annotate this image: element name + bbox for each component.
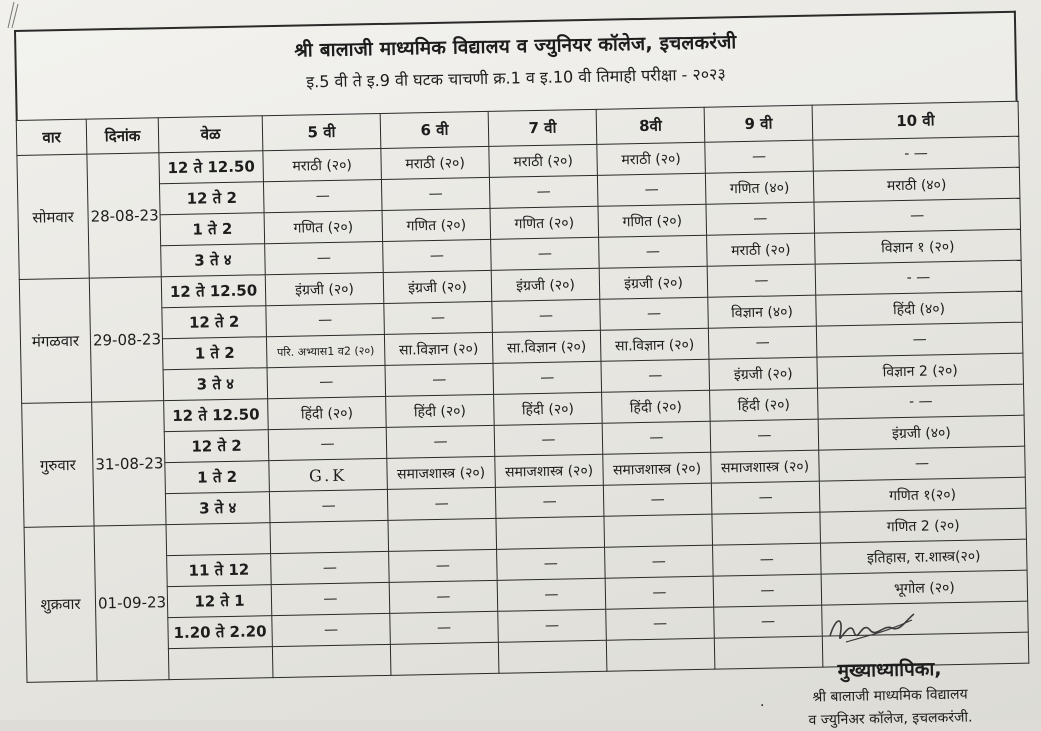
subject-cell: इंग्रजी (२०) <box>383 270 492 303</box>
subject-cell: मराठी (२०) <box>489 144 598 177</box>
subject-cell: — <box>603 483 712 516</box>
subject-cell: इंग्रजी (२०) <box>265 272 384 305</box>
subject-cell: विज्ञान 2 (२०) <box>817 353 1024 388</box>
subject-cell <box>496 516 605 549</box>
time-cell: 1.20 ते 2.20 <box>168 616 273 649</box>
subject-cell <box>712 512 821 545</box>
subject-cell <box>498 640 607 673</box>
time-cell <box>166 523 271 556</box>
time-cell: 12 ते 2 <box>162 306 267 339</box>
subject-cell: — <box>601 359 710 392</box>
timetable-sheet <box>14 11 1028 683</box>
subject-cell: इंग्रजी (४०) <box>818 415 1025 450</box>
subject-cell: हिंदी (२०) <box>602 390 711 423</box>
subject-cell: — <box>268 427 387 460</box>
subject-cell: — <box>269 489 388 522</box>
signature-title: मुख्याध्यापिका, <box>837 658 942 682</box>
subject-cell: हिंदी (२०) <box>494 392 603 425</box>
signature-scribble <box>826 606 916 652</box>
subject-cell: — <box>705 140 814 173</box>
day-cell: शुक्रवार <box>24 526 97 682</box>
subject-cell: — <box>708 326 817 359</box>
college-name-line: व ज्युनिअर कॉलेज, इचलकरंजी. <box>808 709 973 729</box>
column-header: वार <box>16 119 87 155</box>
subject-cell: — <box>263 179 382 212</box>
subject-cell: गणित (२०) <box>264 210 383 243</box>
subject-cell: — <box>493 361 602 394</box>
subject-cell: इंग्रजी (२०) <box>491 268 600 301</box>
subject-cell: — <box>606 607 715 640</box>
subject-cell <box>390 642 499 675</box>
page-title: श्री बालाजी माध्यमिक विद्यालय व ज्युनियर कॉलेज, इचलकरंजी <box>294 31 737 62</box>
time-cell: 12 ते 2 <box>164 430 269 463</box>
column-header: 8वी <box>596 107 705 144</box>
subject-cell <box>604 514 713 547</box>
subject-cell: गणित (२०) <box>490 206 599 239</box>
subject-cell: समाजशास्त्र (२०) <box>387 456 496 489</box>
subject-cell: — <box>816 322 1023 357</box>
exam-timetable <box>16 101 1030 683</box>
subject-cell: — <box>385 363 494 396</box>
column-header: 6 वी <box>380 111 489 148</box>
subject-cell: — <box>492 299 601 332</box>
subject-cell: समाजशास्त्र (२०) <box>603 452 712 485</box>
time-cell: 12 ते 12.50 <box>159 151 264 184</box>
subject-cell: — <box>383 239 492 272</box>
time-cell: 3 ते ४ <box>161 244 266 277</box>
subject-cell: विज्ञान १ (२०) <box>815 229 1022 264</box>
time-cell: 1 ते 2 <box>162 337 267 370</box>
subject-cell: — <box>497 578 606 611</box>
subject-cell: — <box>597 173 706 206</box>
subject-cell: — <box>389 580 498 613</box>
time-cell: 3 ते ४ <box>163 368 268 401</box>
stray-dot: . <box>760 694 765 710</box>
subject-cell: सा.विज्ञान (२०) <box>600 328 709 361</box>
subject-cell: मराठी (२०) <box>263 148 382 181</box>
column-header: 5 वी <box>262 113 381 150</box>
subject-cell: — <box>387 487 496 520</box>
subject-cell: — <box>600 297 709 330</box>
subject-cell: — <box>497 547 606 580</box>
subject-cell: — <box>390 611 499 644</box>
signature-block <box>759 654 1020 731</box>
column-header: दिनांक <box>86 118 159 154</box>
subject-cell: — <box>272 613 391 646</box>
subject-cell: — <box>713 543 822 576</box>
subject-cell: इंग्रजी (२०) <box>709 357 818 390</box>
time-cell <box>168 647 273 680</box>
subject-cell: - — <box>815 260 1022 295</box>
subject-cell: परि. अभ्यास1 व2 (२०) <box>266 334 385 367</box>
corner-pen-marks <box>6 0 20 30</box>
subject-cell <box>270 520 389 553</box>
time-cell: 12 ते 12.50 <box>161 275 266 308</box>
time-cell: 1 ते 2 <box>160 213 265 246</box>
subject-cell: समाजशास्त्र (२०) <box>711 450 820 483</box>
subject-cell: — <box>384 301 493 334</box>
subject-cell: — <box>381 177 490 210</box>
subject-cell: हिंदी (२०) <box>710 388 819 421</box>
subject-cell: गणित १(२०) <box>819 477 1026 512</box>
subject-cell: — <box>814 198 1021 233</box>
subject-cell: इतिहास, रा.शास्त्र(२०) <box>820 539 1027 574</box>
subject-cell: — <box>605 545 714 578</box>
time-cell: 11 ते 12 <box>167 554 272 587</box>
subject-cell: गणित 2 (२०) <box>820 508 1027 543</box>
subject-cell: इंग्रजी (२०) <box>599 266 708 299</box>
subject-cell: - — <box>813 136 1020 171</box>
subject-cell <box>272 644 391 677</box>
column-header: वेळ <box>158 116 263 153</box>
page-subtitle: इ.5 वी ते इ.9 वी घटक चाचणी क्र.1 व इ.10 वी तिमाही परीक्षा - २०२३ <box>306 64 726 92</box>
day-cell: सोमवार <box>17 154 89 279</box>
subject-cell: G.K <box>269 458 388 491</box>
subject-cell: — <box>599 235 708 268</box>
subject-cell: विज्ञान (४०) <box>708 295 817 328</box>
day-cell: मंगळवार <box>19 278 91 403</box>
subject-cell: — <box>386 425 495 458</box>
subject-cell: — <box>271 551 390 584</box>
subject-cell: गणित (४०) <box>705 171 814 204</box>
subject-cell: हिंदी (४०) <box>816 291 1023 326</box>
time-cell: 1 ते 2 <box>165 461 270 494</box>
subject-cell: — <box>495 485 604 518</box>
date-cell: 28-08-23 <box>87 153 161 278</box>
subject-cell: भूगोल (२०) <box>821 570 1028 605</box>
time-cell: 12 ते 1 <box>167 585 272 618</box>
date-cell: 29-08-23 <box>89 277 163 402</box>
subject-cell: मराठी (२०) <box>707 233 816 266</box>
subject-cell: — <box>271 582 390 615</box>
subject-cell: हिंदी (२०) <box>386 394 495 427</box>
subject-cell <box>388 518 497 551</box>
subject-cell: — <box>707 264 816 297</box>
time-cell: 3 ते ४ <box>165 492 270 525</box>
subject-cell: मराठी (४०) <box>813 167 1020 202</box>
subject-cell: — <box>389 549 498 582</box>
subject-cell: — <box>267 365 386 398</box>
subject-cell: — <box>714 605 823 638</box>
subject-cell: — <box>819 446 1026 481</box>
school-name-line: श्री बालाजी माध्यमिक विद्यालय <box>812 686 968 706</box>
subject-cell: — <box>265 241 384 274</box>
subject-cell: — <box>489 175 598 208</box>
column-header: 7 वी <box>488 109 597 146</box>
time-cell: 12 ते 12.50 <box>164 399 269 432</box>
subject-cell: — <box>602 421 711 454</box>
subject-cell: सा.विज्ञान (२०) <box>384 332 493 365</box>
column-header: 9 वी <box>704 105 813 142</box>
subject-cell <box>606 638 715 671</box>
subject-cell: सा.विज्ञान (२०) <box>492 330 601 363</box>
subject-cell: - — <box>818 384 1025 419</box>
subject-cell: हिंदी (२०) <box>268 396 387 429</box>
subject-cell: — <box>494 423 603 456</box>
day-cell: गुरुवार <box>22 402 94 527</box>
subject-cell: — <box>713 574 822 607</box>
subject-cell: — <box>706 202 815 235</box>
subject-cell: गणित (२०) <box>382 208 491 241</box>
subject-cell: — <box>498 609 607 642</box>
date-cell: 01-09-23 <box>94 525 169 681</box>
subject-cell: मराठी (२०) <box>597 142 706 175</box>
subject-cell: — <box>711 481 820 514</box>
subject-cell: — <box>605 576 714 609</box>
subject-cell: — <box>491 237 600 270</box>
subject-cell: — <box>710 419 819 452</box>
table-body <box>17 136 1029 682</box>
subject-cell: समाजशास्त्र (२०) <box>495 454 604 487</box>
subject-cell: मराठी (२०) <box>381 146 490 179</box>
column-header: 10 वी <box>812 101 1019 140</box>
time-cell: 12 ते 2 <box>159 182 264 215</box>
subject-cell: गणित (२०) <box>598 204 707 237</box>
date-cell: 31-08-23 <box>92 401 166 526</box>
subject-cell: — <box>266 303 385 336</box>
